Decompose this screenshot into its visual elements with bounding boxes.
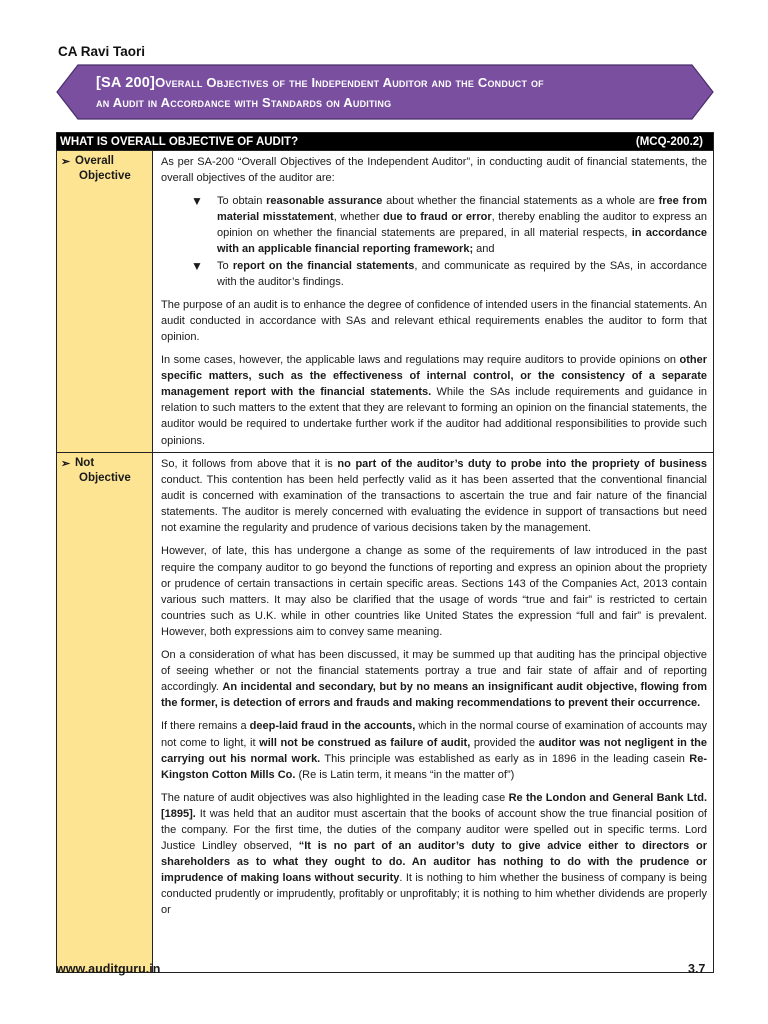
table-row (57, 150, 713, 452)
banner-code: [SA 200] (96, 75, 156, 91)
row-label-cell (57, 151, 153, 452)
row-label-line2: Objective (79, 472, 131, 484)
arrow-bullet-icon: ➢ (61, 458, 71, 470)
objectives-table (56, 132, 714, 973)
row-label-line2: Objective (79, 170, 131, 182)
banner-title-line1: Overall Objectives of the Independent Auditor and the Conduct of (155, 75, 544, 90)
footer-website: www.auditguru.in (56, 962, 161, 976)
list-item: ▼ To obtain reasonable assurance about whether the financial statements as a whole are free from material misstatement, whether due to fraud or error, thereby enabling the auditor to express an opinion on whether the financial statements are prepared, in all material respects, in accordance with an applicable financial reporting framework; and (191, 194, 707, 256)
banner-title (96, 73, 696, 112)
row-content-cell (153, 151, 713, 452)
table-header-ref: (MCQ-200.2) (635, 135, 703, 148)
row-label-line1: Not (75, 457, 95, 469)
banner-title-line2: an Audit in Accordance with Standards on Auditing (96, 95, 392, 110)
paragraph: On a consideration of what has been discussed, it may be summed up that auditing has the principal objective of seeing whether or not the financial statements portray a true and fair state of affair and of reporting accordingly. An incidental and secondary, but by no means an insignificant audit objective, flowing from the former, is detection of errors and frauds and making recommendations to prevent their occurrence. (161, 649, 708, 710)
paragraph: The nature of audit objectives was also highlighted in the leading case Re the London and General Bank Ltd. [1895]. It was held that an auditor must ascertain that the books of account show the true financial position of the company. For the first time, the duties of the company auditor were spelled out in specific terms. Lord Justice Lindley observed, “It is no part of an auditor’s duty to give advice either to directors or shareholders as to what they ought to do. An auditor has nothing to do with the prudence or imprudence of making loans without security. It is nothing to him whether the business of company is being conducted prudently or imprudently, profitably or unprofitably; it is nothing to him whether dividends are properly or (161, 791, 707, 917)
arrow-bullet-icon: ➢ (61, 156, 71, 168)
row-content-cell (153, 453, 713, 972)
row-label-line1: Overall (75, 155, 114, 167)
paragraph: So, it follows from above that it is no part of the auditor’s duty to probe into the propriety of business conduct. This contention has been held perfectly valid as it has been asserted that the conventional financial audit is concerned with examination of the transactions to ascertain the true and fair nature of the financial statements. The auditor is merely concerned with evaluating the evidence in support of transactions but need not examine the regularity and prudence of various decisions taken by the management. (161, 458, 707, 535)
paragraph: In some cases, however, the applicable laws and regulations may require auditors to provide opinions on other specific matters, such as the effectiveness of internal control, or the consistency of a separate management report with the financial statements. While the SAs include requirements and guidance in relation to such matters to the extent that they are relevant to forming an opinion on the financial statements, the auditor would be required to undertake further work if the auditor had additional responsibilities to provide such opinions. (161, 354, 707, 447)
chapter-banner (56, 64, 714, 120)
list-item: ▼ To report on the financial statements, and communicate as required by the SAs, in accordance with the auditor’s findings. (191, 258, 707, 288)
table-header-title: WHAT IS OVERALL OBJECTIVE OF AUDIT? (60, 135, 299, 148)
paragraph: However, of late, this has undergone a change as some of the requirements of law introduced in the past require the company auditor to go beyond the functions of reporting and express an opinion about the propriety or prudence of certain transactions in certain specific areas. Sections 143 of the Companies Act, 2013 contain various such matters. It may also be clarified that the usage of words “true and fair” is restricted to certain countries such as U.K. while in other countries like United States the expression “full and fair” is prevalent. However, both expressions aim to convey same meaning. (161, 545, 707, 638)
paragraph: If there remains a deep-laid fraud in the accounts, which in the normal course of examination of accounts may not come to light, it will not be construed as failure of audit, provided the auditor was not negligent in the carrying out his normal work. This principle was established as early as in 1896 in the leading casein Re-Kingston Cotton Mills Co. (Re is Latin term, it means “in the matter of”) (161, 720, 707, 781)
triangle-bullet-icon: ▼ (191, 258, 203, 273)
table-row (57, 452, 713, 972)
paragraph: The purpose of an audit is to enhance the degree of confidence of intended users in the financial statements. An audit conducted in accordance with SAs and relevant ethical requirements enables the auditor to form that opinion. (161, 298, 707, 343)
author-name: CA Ravi Taori (58, 44, 146, 59)
row-label-cell (57, 453, 153, 972)
page-number: 3.7 (688, 962, 706, 976)
table-header (57, 133, 713, 150)
paragraph: As per SA-200 “Overall Objectives of the Independent Auditor”, in conducting audit of financial statements, the overall objectives of the auditor are: (161, 156, 707, 185)
objectives-list (191, 193, 707, 290)
triangle-bullet-icon: ▼ (191, 194, 203, 209)
